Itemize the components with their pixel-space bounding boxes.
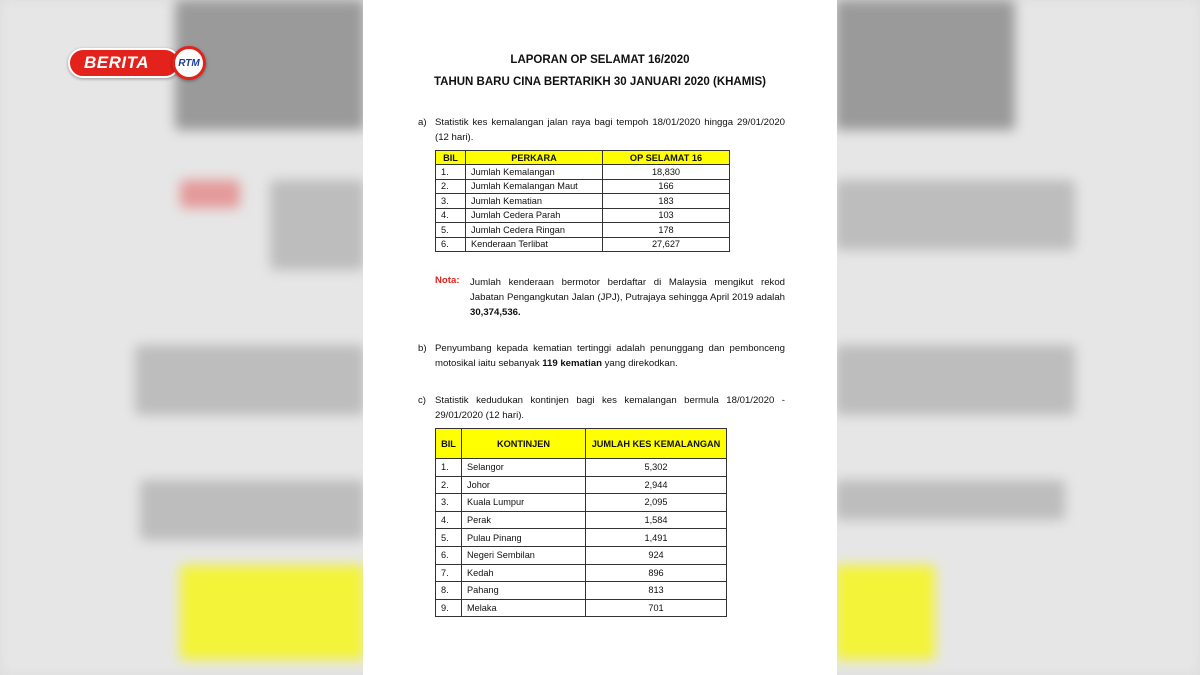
berita-rtm-logo — [68, 46, 208, 80]
table-header-row — [436, 429, 727, 459]
row-number: 2. — [436, 179, 466, 194]
section-a-text: Statistik kes kemalangan jalan raya bagi tempoh 18/01/2020 hingga 29/01/2020 (12 hari). — [435, 117, 785, 143]
row-label: Kenderaan Terlibat — [466, 237, 603, 252]
table-header-cell: OP SELAMAT 16 — [603, 151, 730, 165]
section-b-text-after: yang direkodkan. — [604, 358, 678, 369]
table-header-cell: BIL — [436, 151, 466, 165]
section-c-label: c) — [418, 395, 426, 406]
logo-sub-text: RTM — [178, 57, 200, 69]
row-label: Jumlah Cedera Ringan — [466, 223, 603, 238]
section-c — [418, 393, 785, 423]
row-value: 27,627 — [603, 237, 730, 252]
section-b-label: b) — [418, 343, 427, 354]
row-value: 1,491 — [586, 529, 727, 547]
row-number: 4. — [436, 511, 462, 529]
row-value: 2,944 — [586, 476, 727, 494]
row-label: Jumlah Cedera Parah — [466, 208, 603, 223]
section-a-label: a) — [418, 117, 427, 128]
table-row — [436, 494, 727, 512]
row-value: 701 — [586, 599, 727, 617]
row-label: Kedah — [462, 564, 586, 582]
row-value: 1,584 — [586, 511, 727, 529]
table-header-cell: JUMLAH KES KEMALANGAN — [586, 429, 727, 459]
row-number: 2. — [436, 476, 462, 494]
section-b-bold: 119 kematian — [542, 358, 602, 369]
accident-summary-table — [435, 150, 730, 252]
row-label: Negeri Sembilan — [462, 546, 586, 564]
row-value: 18,830 — [603, 165, 730, 180]
table-row — [436, 165, 730, 180]
row-value: 2,095 — [586, 494, 727, 512]
nota-label: Nota: — [435, 275, 460, 286]
row-value: 178 — [603, 223, 730, 238]
row-number: 3. — [436, 494, 462, 512]
row-value: 813 — [586, 582, 727, 600]
row-number: 1. — [436, 459, 462, 477]
table-row — [436, 582, 727, 600]
row-label: Jumlah Kemalangan — [466, 165, 603, 180]
document-subtitle: TAHUN BARU CINA BERTARIKH 30 JANUARI 2020 (KHAMIS) — [433, 76, 767, 88]
table-row — [436, 237, 730, 252]
row-label: Melaka — [462, 599, 586, 617]
row-value: 924 — [586, 546, 727, 564]
logo-pill — [68, 48, 180, 78]
row-number: 1. — [436, 165, 466, 180]
table-row — [436, 564, 727, 582]
row-number: 3. — [436, 194, 466, 209]
row-value: 896 — [586, 564, 727, 582]
row-number: 5. — [436, 529, 462, 547]
table-row — [436, 223, 730, 238]
row-label: Jumlah Kemalangan Maut — [466, 179, 603, 194]
row-label: Selangor — [462, 459, 586, 477]
section-a — [418, 115, 785, 145]
section-b-text: Penyumbang kepada kematian tertinggi adalah penunggang dan pembonceng motosikal iaitu sebanyak — [435, 343, 785, 369]
nota-value: 30,374,536. — [470, 307, 521, 318]
table-row — [436, 546, 727, 564]
contingent-table — [435, 428, 727, 617]
row-number: 4. — [436, 208, 466, 223]
row-value: 5,302 — [586, 459, 727, 477]
table-row — [436, 179, 730, 194]
table-row — [436, 208, 730, 223]
row-value: 103 — [603, 208, 730, 223]
rtm-emblem — [172, 46, 206, 80]
row-label: Jumlah Kematian — [466, 194, 603, 209]
row-number: 5. — [436, 223, 466, 238]
section-b — [418, 341, 785, 371]
row-label: Perak — [462, 511, 586, 529]
table-header-cell: KONTINJEN — [462, 429, 586, 459]
logo-text: BERITA — [84, 53, 150, 72]
document-title: LAPORAN OP SELAMAT 16/2020 — [510, 54, 690, 66]
document-page — [363, 0, 837, 675]
table-row — [436, 599, 727, 617]
table-header-cell: PERKARA — [466, 151, 603, 165]
table-row — [436, 529, 727, 547]
row-value: 166 — [603, 179, 730, 194]
row-number: 9. — [436, 599, 462, 617]
row-number: 8. — [436, 582, 462, 600]
nota-text-block — [470, 275, 785, 320]
row-number: 6. — [436, 237, 466, 252]
row-value: 183 — [603, 194, 730, 209]
table-header-row — [436, 151, 730, 165]
table-header-cell: BIL — [436, 429, 462, 459]
section-c-text: Statistik kedudukan kontinjen bagi kes kemalangan bermula 18/01/2020 - 29/01/2020 (12 hari). — [435, 395, 785, 421]
row-number: 7. — [436, 564, 462, 582]
table-row — [436, 511, 727, 529]
row-label: Pahang — [462, 582, 586, 600]
table-row — [436, 459, 727, 477]
row-number: 6. — [436, 546, 462, 564]
nota-text: Jumlah kenderaan bermotor berdaftar di Malaysia mengikut rekod Jabatan Pengangkutan Jalan (JPJ), Putrajaya sehingga April 2019 adalah — [470, 277, 785, 303]
row-label: Kuala Lumpur — [462, 494, 586, 512]
row-label: Pulau Pinang — [462, 529, 586, 547]
table-row — [436, 476, 727, 494]
table-row — [436, 194, 730, 209]
row-label: Johor — [462, 476, 586, 494]
